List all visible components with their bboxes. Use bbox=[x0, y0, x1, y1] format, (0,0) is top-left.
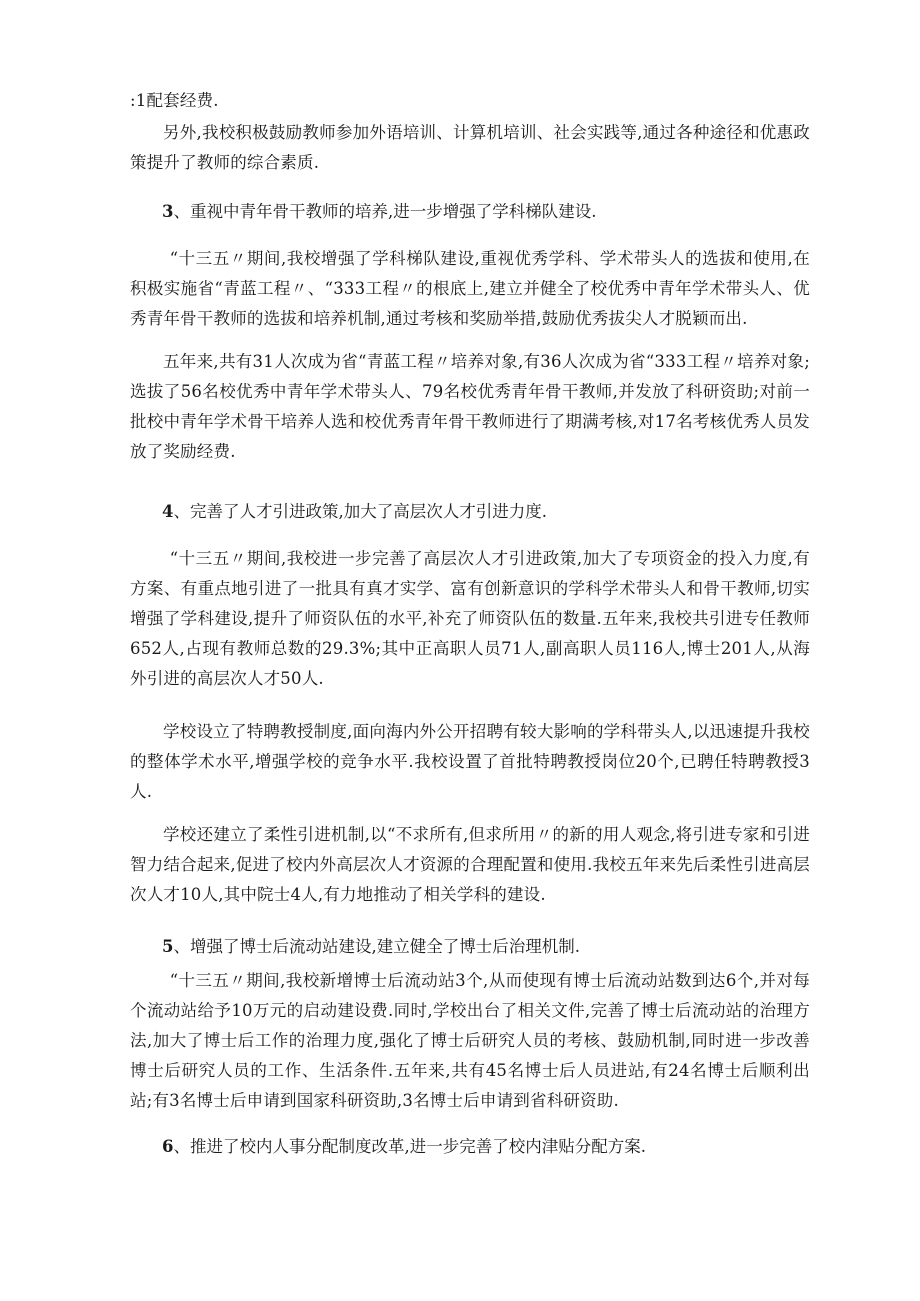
paragraph-discipline-echelon: “十三五〃期间,我校增强了学科梯队建设,重视优秀学科、学术带头人的选拔和使用,在积极实施省“青蓝工程〃、“333工程〃的根底上,建立并健全了校优秀中青年学术带头人、优秀青年骨干教师的选拔和培养机制,通过考核和奖励举措,鼓励优秀拔尖人才脱颖而出. bbox=[130, 249, 810, 328]
paragraph-flexible-introduction: 学校还建立了柔性引进机制,以“不求所有,但求所用〃的新的用人观念,将引进专家和引进智力结合起来,促进了校内外高层次人才资源的合理配置和使用.我校五年来先后柔性引进高层次人才10人,其中院士4人,有力地推动了相关学科的建设. bbox=[130, 825, 810, 904]
heading-section-3 bbox=[162, 197, 812, 227]
heading-text: 、增强了博士后流动站建设,建立健全了博士后治理机制. bbox=[173, 937, 580, 956]
heading-section-4 bbox=[162, 497, 812, 527]
heading-number: 4 bbox=[162, 502, 174, 521]
heading-number: 5 bbox=[162, 937, 174, 956]
paragraph-talent-introduction: “十三五〃期间,我校进一步完善了高层次人才引进政策,加大了专项资金的投入力度,有方案、有重点地引进了一批具有真才实学、富有创新意识的学科学术带头人和骨干教师,切实增强了学科建设,提升了师资队伍的水平,补充了师资队伍的数量.五年来,我校共引进专任教师652人,占现有教师总数的29.3%;其中正高职人员71人,副高职人员116人,博士201人,从海外引进的高层次人才50人. bbox=[130, 549, 810, 688]
paragraph-distinguished-professor: 学校设立了特聘教授制度,面向海内外公开招聘有较大影响的学科带头人,以迅速提升我校的整体学术水平,增强学校的竞争水平.我校设置了首批特聘教授岗位20个,已聘任特聘教授3人. bbox=[130, 722, 810, 801]
paragraph-teacher-training: 另外,我校积极鼓励教师参加外语培训、计算机培训、社会实践等,通过各种途径和优惠政策提升了教师的综合素质. bbox=[130, 123, 810, 172]
heading-section-5 bbox=[162, 932, 812, 962]
heading-number: 3 bbox=[162, 202, 174, 221]
heading-text: 、完善了人才引进政策,加大了高层次人才引进力度. bbox=[173, 502, 547, 521]
heading-section-6 bbox=[162, 1132, 812, 1162]
heading-text: 、推进了校内人事分配制度改革,进一步完善了校内津贴分配方案. bbox=[173, 1137, 646, 1156]
heading-number: 6 bbox=[162, 1137, 174, 1156]
paragraph-five-year-cultivation: 五年来,共有31人次成为省“青蓝工程〃培养对象,有36人次成为省“333工程〃培养对象;选拔了56名校优秀中青年学术带头人、79名校优秀青年骨干教师,并发放了科研资助;对前一批校中青年学术骨干培养人选和校优秀青年骨干教师进行了期满考核,对17名考核优秀人员发放了奖励经费. bbox=[130, 352, 810, 461]
heading-text: 、重视中青年骨干教师的培养,进一步增强了学科梯队建设. bbox=[173, 202, 597, 221]
paragraph-postdoc-station: “十三五〃期间,我校新增博士后流动站3个,从而使现有博士后流动站数到达6个,并对每个流动站给予10万元的启动建设费.同时,学校出台了相关文件,完善了博士后流动站的治理方法,加大了博士后工作的治理力度,强化了博士后研究人员的考核、鼓励机制,同时进一步改善博士后研究人员的工作、生活条件.五年来,共有45名博士后人员进站,有24名博士后顺利出站;有3名博士后申请到国家科研资助,3名博士后申请到省科研资助. bbox=[130, 971, 810, 1110]
paragraph-funding-tail: :1配套经费. bbox=[130, 91, 219, 110]
